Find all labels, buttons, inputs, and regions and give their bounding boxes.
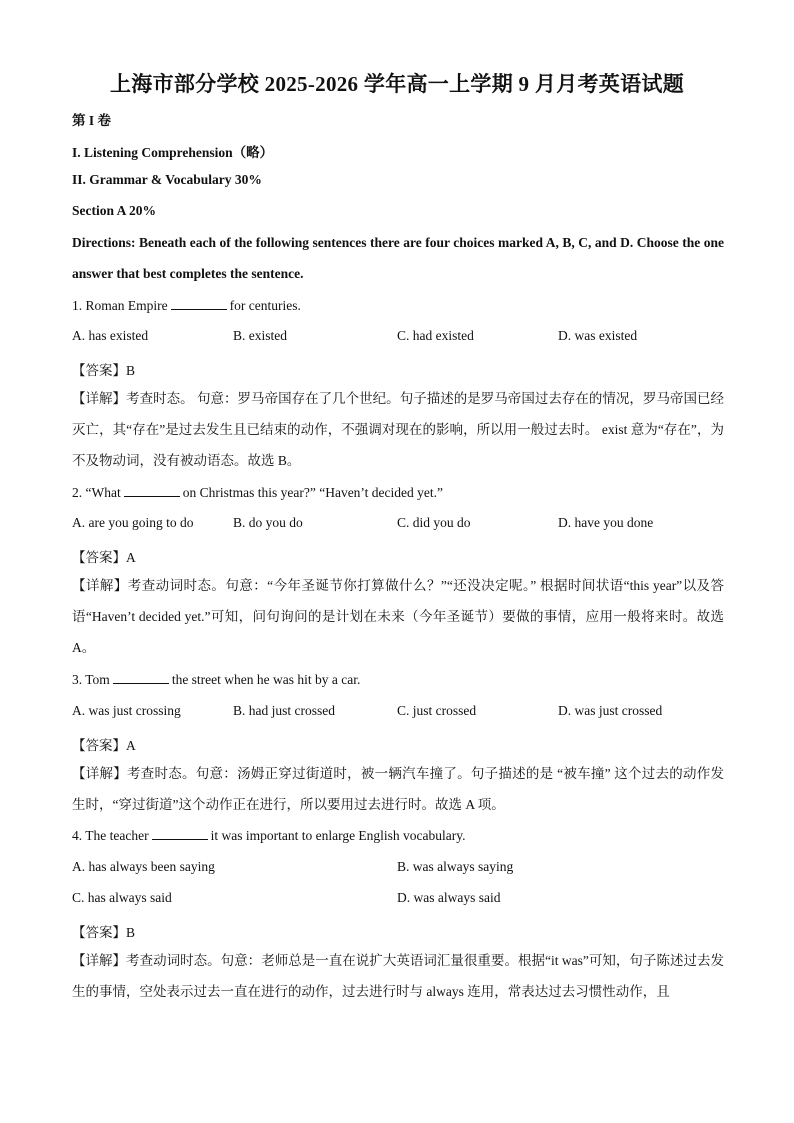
q3-explanation: 【详解】考查时态。句意：汤姆正穿过街道时，被一辆汽车撞了。句子描述的是 “被车撞” 这个过去的动作发生时，“穿过街道”这个动作正在进行，所以要用过去进行时。故选 A 项。 <box>72 766 724 812</box>
q4-answer: 【答案】B <box>72 925 136 940</box>
q4-option-c: C. has always said <box>72 890 172 905</box>
q3-option-c: C. just crossed <box>397 703 477 718</box>
q3-option-d: D. was just crossed <box>558 703 663 718</box>
answer-blank <box>113 671 169 684</box>
q3-option-b: B. had just crossed <box>233 703 335 718</box>
answer-blank <box>152 827 208 840</box>
q2-option-d: D. have you done <box>558 515 654 530</box>
q2-answer: 【答案】A <box>72 550 136 565</box>
section-a: Section A 20% <box>72 203 157 218</box>
question-4-stem: 4. The teacher it was important to enlarge English vocabulary. <box>72 828 466 843</box>
q1-answer: 【答案】B <box>72 363 136 378</box>
q1-option-d: D. was existed <box>558 328 638 343</box>
q2-option-a: A. are you going to do <box>72 515 194 530</box>
q1-option-c: C. had existed <box>397 328 474 343</box>
question-2-stem: 2. “What on Christmas this year?” “Haven’t decided yet.” <box>72 485 444 500</box>
q2-explanation: 【详解】考查动词时态。句意：“今年圣诞节你打算做什么？”“还没决定呢。” 根据时间状语“this year”以及答语“Haven’t decided yet.”可知，问句询问的是计划在未来（今年圣诞节）要做的事情，应用一般将来时。故选 A。 <box>72 578 724 655</box>
q4-option-d: D. was always said <box>397 890 501 905</box>
q1-option-a: A. has existed <box>72 328 149 343</box>
section-grammar: II. Grammar & Vocabulary 30% <box>72 172 262 187</box>
q3-answer: 【答案】A <box>72 738 136 753</box>
q2-option-c: C. did you do <box>397 515 471 530</box>
q4-option-a: A. has always been saying <box>72 859 215 874</box>
page-title: 上海市部分学校 2025-2026 学年高一上学期 9 月月考英语试题 <box>110 72 684 96</box>
directions: Directions: Beneath each of the following sentences there are four choices marked A, B, C, and D. Choose the one answer that best completes the sentence. <box>72 235 724 281</box>
q2-option-b: B. do you do <box>233 515 303 530</box>
question-1-stem: 1. Roman Empire for centuries. <box>72 298 301 313</box>
q4-option-b: B. was always saying <box>397 859 514 874</box>
q4-explanation: 【详解】考查动词时态。句意：老师总是一直在说扩大英语词汇量很重要。根据“it was”可知，句子陈述过去发生的事情，空处表示过去一直在进行的动作，过去进行时与 always 连用，常表达过去习惯性动作，且 <box>72 953 724 999</box>
question-3-stem: 3. Tom the street when he was hit by a car. <box>72 672 361 687</box>
part-heading: 第 I 卷 <box>72 113 112 128</box>
q1-explanation: 【详解】考查时态。 句意：罗马帝国存在了几个世纪。句子描述的是罗马帝国过去存在的情况，罗马帝国已经灭亡，其“存在”是过去发生且已结束的动作，不强调对现在的影响，所以用一般过去时。 exist 意为“存在”，为不及物动词，没有被动语态。故选 B。 <box>72 391 724 468</box>
q1-option-b: B. existed <box>233 328 287 343</box>
answer-blank <box>171 297 227 310</box>
section-listening: I. Listening Comprehension（略） <box>72 145 274 160</box>
q3-option-a: A. was just crossing <box>72 703 181 718</box>
answer-blank <box>124 484 180 497</box>
